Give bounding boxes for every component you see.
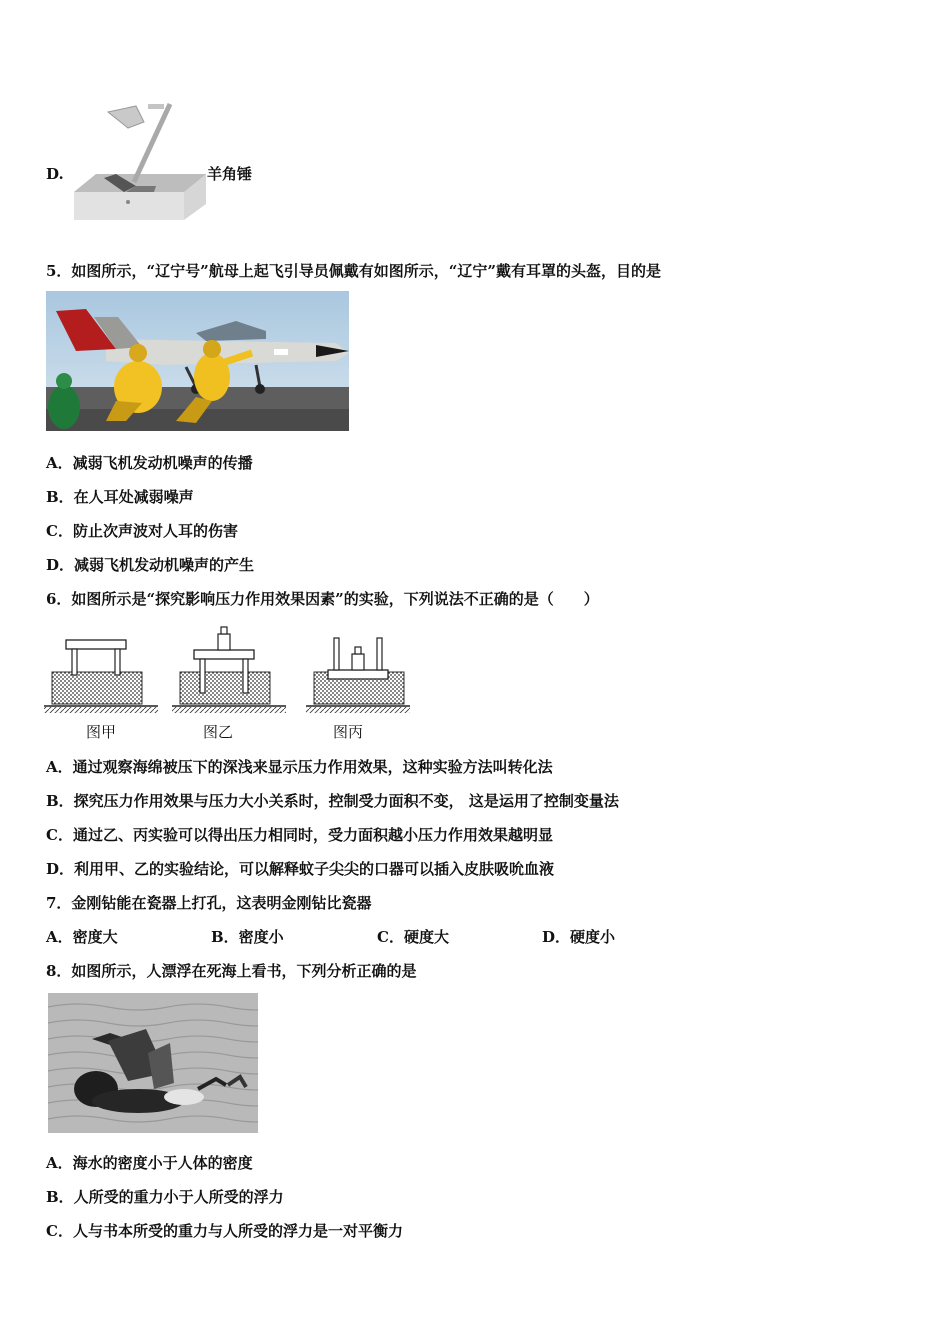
q8-option-a: A．海水的密度小于人体的密度 — [46, 1154, 253, 1172]
dead-sea-reading-photo — [48, 993, 258, 1133]
q5-option-b: B．在人耳处减弱噪声 — [46, 488, 194, 506]
caption-fig-bing: 图丙 — [333, 723, 364, 741]
q6-stem: 6．如图所示是“探究影响压力作用效果因素”的实验，下列说法不正确的是（ ） — [46, 590, 599, 608]
caption-fig-yi: 图乙 — [203, 723, 234, 741]
q6-option-a: A．通过观察海绵被压下的深浅来显示压力作用效果，这种实验方法叫转化法 — [46, 758, 553, 776]
q8-stem: 8．如图所示，人漂浮在死海上看书，下列分析正确的是 — [46, 962, 417, 980]
q7-option-b: B．密度小 — [211, 928, 284, 946]
q4-option-d-letter: D. — [46, 165, 64, 183]
q7-option-d: D．硬度小 — [542, 928, 616, 946]
q5-stem: 5．如图所示，“辽宁号”航母上起飞引导员佩戴有如图所示，“辽宁”戴有耳罩的头盔，目的是 — [46, 262, 661, 280]
q8-option-c: C．人与书本所受的重力与人所受的浮力是一对平衡力 — [46, 1222, 403, 1240]
q8-option-b: B．人所受的重力小于人所受的浮力 — [46, 1188, 284, 1206]
q7-options-row — [46, 927, 746, 947]
q4-option-d-text: 羊角锤 — [207, 165, 253, 183]
claw-hammer-figure — [70, 100, 206, 222]
q6-option-c: C．通过乙、丙实验可以得出压力相同时，受力面积越小压力作用效果越明显 — [46, 826, 553, 844]
q5-option-a: A．减弱飞机发动机噪声的传播 — [46, 454, 253, 472]
q7-option-a: A．密度大 — [46, 928, 118, 946]
q7-stem: 7．金刚钻能在瓷器上打孔，这表明金刚钻比瓷器 — [46, 894, 372, 912]
q7-option-c: C．硬度大 — [377, 928, 449, 946]
caption-fig-jia: 图甲 — [86, 723, 117, 741]
carrier-jet-photo — [46, 291, 349, 431]
q6-option-b: B．探究压力作用效果与压力大小关系时，控制受力面积不变， 这是运用了控制变量法 — [46, 792, 619, 810]
q5-option-c: C．防止次声波对人耳的伤害 — [46, 522, 238, 540]
q6-option-d: D．利用甲、乙的实验结论，可以解释蚊子尖尖的口器可以插入皮肤吸吮血液 — [46, 860, 555, 878]
q5-option-d: D．减弱飞机发动机噪声的产生 — [46, 556, 255, 574]
